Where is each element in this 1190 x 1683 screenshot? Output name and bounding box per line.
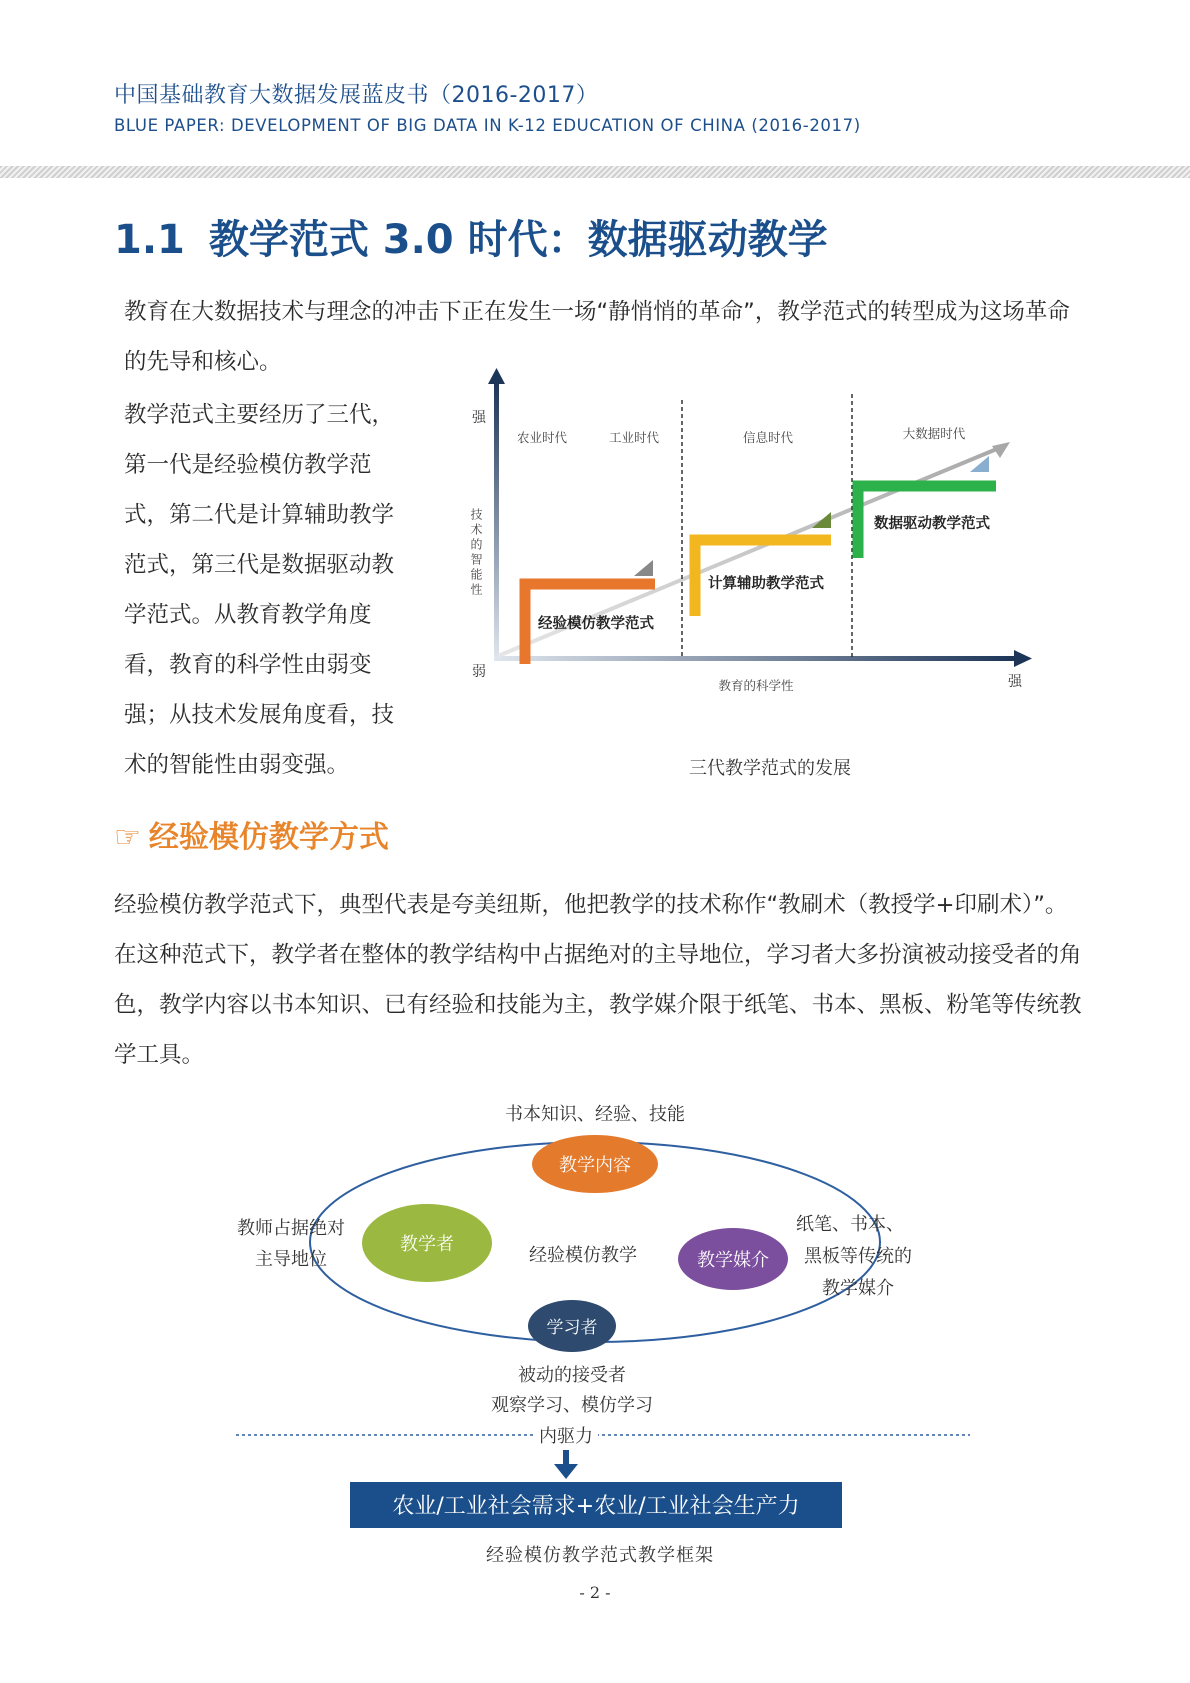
down-arrow-shaft — [563, 1450, 569, 1466]
era-label: 大数据时代 — [902, 426, 966, 441]
y-axis-high-label: 强 — [472, 410, 486, 426]
step-marker-1-icon — [634, 560, 653, 576]
subsection-title-text: 经验模仿教学方式 — [148, 820, 389, 855]
base-label: 农业/工业社会需求+农业/工业社会生产力 — [392, 1494, 800, 1519]
header-divider — [0, 166, 1190, 178]
media-note-line3: 教学媒介 — [822, 1278, 894, 1299]
section-number: 1.1 — [114, 217, 185, 263]
teacher-note-line2: 主导地位 — [255, 1249, 327, 1270]
node-teaching-media-label: 教学媒介 — [697, 1250, 769, 1271]
teaching-framework-diagram — [150, 1096, 1050, 1536]
x-axis-arrow-icon — [1014, 650, 1032, 667]
y-axis-title: 技术的智能性 — [469, 508, 483, 598]
x-axis — [494, 656, 1014, 661]
pointing-hand-icon: ☞ — [114, 820, 141, 855]
intro-paragraph-2: 教学范式主要经历了三代，第一代是经验模仿教学范式，第二代是计算辅助教学范式，第三代是数据驱动教学范式。从教育教学角度看，教育的科学性由弱变强；从技术发展角度看，技术的智能性由弱变强。 — [124, 402, 395, 778]
trend-arrow-icon — [992, 442, 1010, 458]
section-title — [114, 208, 828, 265]
body-paragraph: 经验模仿教学范式下，典型代表是夸美纽斯，他把教学的技术称作“教刷术（教授学+印刷术）”。在这种范式下，教学者在整体的教学结构中占据绝对的主导地位，学习者大多扮演被动接受者的角色，教学内容以书本知识、已有经验和技能为主，教学媒介限于纸笔、书本、黑板、粉笔等传统教学工具。 — [114, 892, 1082, 1068]
media-note-line2: 黑板等传统的 — [804, 1246, 912, 1267]
learner-note-line1: 被动的接受者 — [518, 1365, 626, 1386]
node-teacher-label: 教学者 — [400, 1234, 454, 1255]
x-axis-title: 教育的科学性 — [718, 678, 794, 693]
learner-note-line2: 观察学习、模仿学习 — [491, 1395, 653, 1416]
section-title-text: 教学范式 3.0 时代：数据驱动教学 — [208, 217, 828, 263]
node-teaching-content-label: 教学内容 — [559, 1155, 631, 1176]
era-label: 工业时代 — [608, 430, 660, 445]
era-label: 信息时代 — [742, 430, 794, 445]
teacher-note-line1: 教师占据绝对 — [237, 1218, 345, 1239]
page-number: - 2 - — [579, 1583, 611, 1602]
content-note: 书本知识、经验、技能 — [505, 1104, 685, 1125]
intro-paragraph-1: 教育在大数据技术与理念的冲击下正在发生一场“静悄悄的革命”，教学范式的转型成为这场革命的先导和核心。 — [124, 299, 1070, 375]
y-axis-low-label: 弱 — [472, 664, 486, 680]
y-axis-arrow-icon — [488, 368, 505, 384]
x-axis-high-label: 强 — [1008, 674, 1022, 690]
y-axis — [494, 382, 499, 660]
header-title-cn: 中国基础教育大数据发展蓝皮书（2016-2017） — [114, 83, 599, 108]
chart-caption: 三代教学范式的发展 — [689, 758, 851, 779]
node-learner-label: 学习者 — [546, 1318, 598, 1338]
media-note-line1: 纸笔、书本、 — [796, 1214, 904, 1235]
framework-center-label: 经验模仿教学 — [529, 1245, 637, 1266]
paradigm-evolution-chart — [450, 368, 1040, 728]
subsection-title — [114, 812, 389, 856]
paradigm-label: 计算辅助教学范式 — [708, 576, 824, 592]
era-label: 农业时代 — [516, 430, 568, 445]
paradigm-label: 数据驱动教学范式 — [874, 516, 990, 532]
framework-caption: 经验模仿教学范式教学框架 — [486, 1545, 714, 1566]
driver-label: 内驱力 — [539, 1426, 593, 1447]
header-title-en: BLUE PAPER: DEVELOPMENT OF BIG DATA IN K-12 EDUCATION OF CHINA (2016-2017) — [114, 116, 861, 135]
down-arrow-icon — [554, 1464, 578, 1479]
paradigm-label: 经验模仿教学范式 — [538, 616, 654, 632]
